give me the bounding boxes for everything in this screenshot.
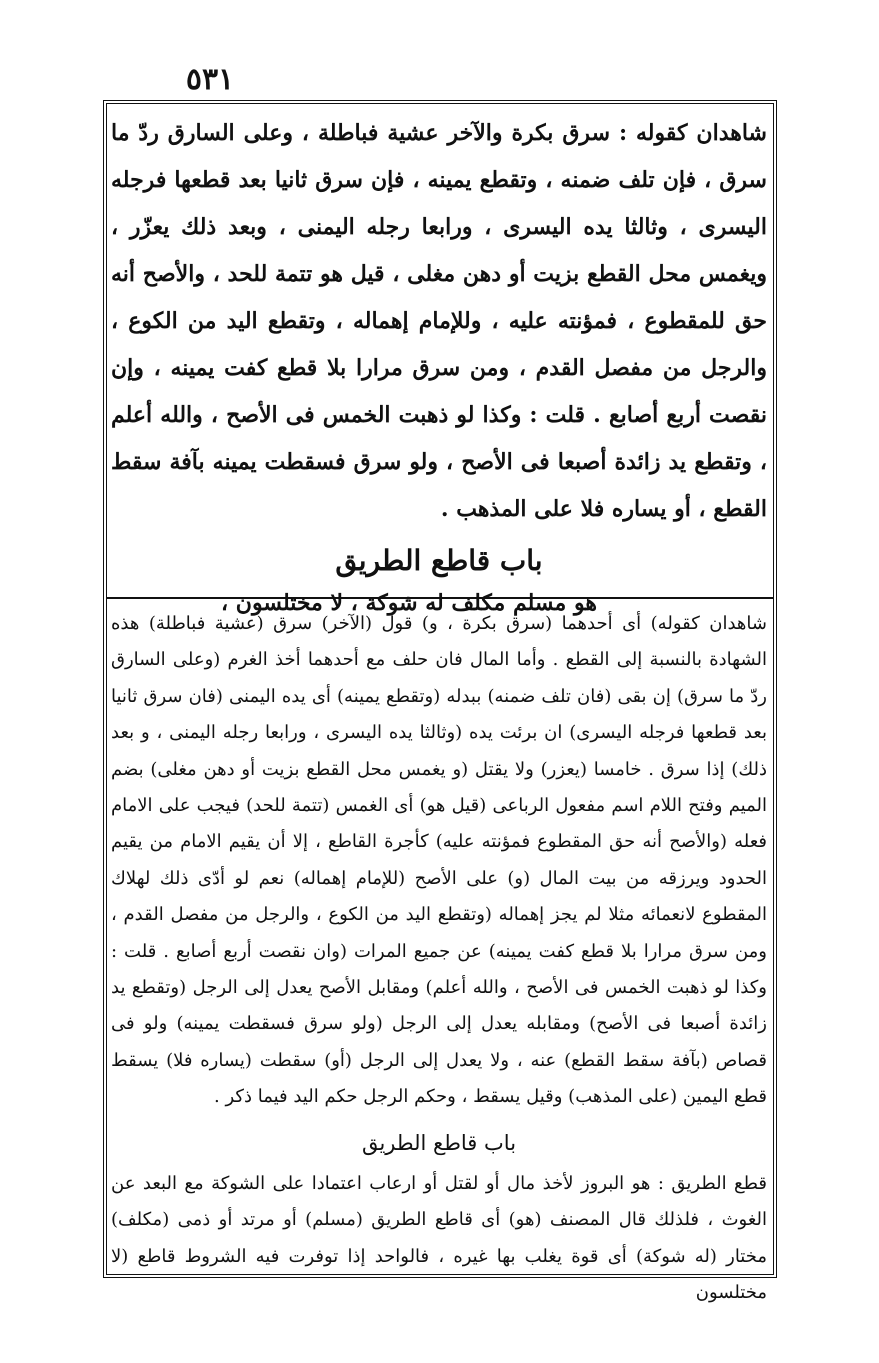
sharh-section [111, 606, 767, 1303]
page-number: ٥٣١ [185, 62, 235, 97]
sharh-chapter-title: باب قاطع الطريق [361, 1130, 517, 1155]
matn-section [111, 110, 767, 616]
sharh-paragraph: شاهدان كقوله) أى أحدهما (سرق بكرة ، و) قول (الآخر) سرق (عشية فباطلة) هذه الشهادة بالنسبة إلى القطع . وأما المال فان حلف مع أحدهما أخذ الغرم (وعلى السارق ردّ ما سرق) إن بقى (فان تلف ضمنه) ببدله (وتقطع يمينه) أى يده اليمنى (فان سرق ثانيا بعد قطعها فرجله اليسرى) ان برئت يده (وثالثا يده اليسرى ، ورابعا رجله اليمنى ، و بعد ذلك) إذا سرق . خامسا (يعزر) ولا يقتل (و يغمس محل القطع بزيت أو دهن مغلى) بضم الميم وفتح اللام اسم مفعول الرباعى (قيل هو) أى الغمس (تتمة للحد) فيجب على الامام فعله (والأصح أنه حق المقطوع فمؤنته عليه) كأجرة القاطع ، إلا أن يقيم الامام من يقيم الحدود ويرزقه من بيت المال (و) على الأصح (للإمام إهماله) نعم لو أدّى ذلك لهلاك المقطوع لانعمائه مثلا لم يجز إهماله (وتقطع اليد من الكوع ، والرجل من مفصل القدم ، ومن سرق مرارا بلا قطع كفت يمينه) عن جميع المرات (وان نقصت أربع أصابع . قلت : وكذا لو ذهبت الخمس فى الأصح ، والله أعلم) ومقابل الأصح يعدل إلى الرجل (وتقطع يد زائدة أصبعا فى الأصح) ومقابله يعدل إلى الرجل (ولو سرق فسقطت يمينه) ولو فى قصاص (بآفة سقط القطع) عنه ، ولا يعدل إلى الرجل (أو) سقطت (يساره فلا) يسقط قطع اليمين (على المذهب) وقيل يسقط ، وحكم الرجل حكم اليد فيما ذكر . [111, 613, 767, 1108]
matn-paragraph: شاهدان كقوله : سرق بكرة والآخر عشية فباطلة ، وعلى السارق ردّ ما سرق ، فإن تلف ضمنه ، وتقطع يمينه ، فإن سرق ثانيا بعد قطعها فرجله اليسرى ، وثالثا يده اليسرى ، ورابعا رجله اليمنى ، وبعد ذلك يعزّر ، ويغمس محل القطع بزيت أو دهن مغلى ، قيل هو تتمة للحد ، والأصح أنه حق للمقطوع ، فمؤنته عليه ، وللإمام إهماله ، وتقطع اليد من الكوع ، والرجل من مفصل القدم ، ومن سرق مرارا بلا قطع كفت يمينه ، وإن نقصت أربع أصابع . قلت : وكذا لو ذهبت الخمس فى الأصح ، والله أعلم ، وتقطع يد زائدة أصبعا فى الأصح ، ولو سرق فسقطت يمينه بآفة سقط القطع ، أو يساره فلا على المذهب . [111, 120, 767, 522]
matn-chapter-title: باب قاطع الطريق [335, 544, 543, 577]
sharh-paragraph: قطع الطريق : هو البروز لأخذ مال أو لقتل أو ارعاب اعتمادا على الشوكة مع البعد عن الغوث ، فلذلك قال المصنف (هو) أى قاطع الطريق (مسلم) أو مرتد أو ذمى (مكلف) مختار (له شوكة) أى قوة يغلب بها غيره ، فالواحد إذا توفرت فيه الشروط قاطع (لا مختلسون [111, 1172, 767, 1303]
matn-chapter-subtitle: هو مسلم مكلف له شوكة ، لا مختلسون ، [221, 590, 597, 616]
section-divider [107, 597, 773, 599]
